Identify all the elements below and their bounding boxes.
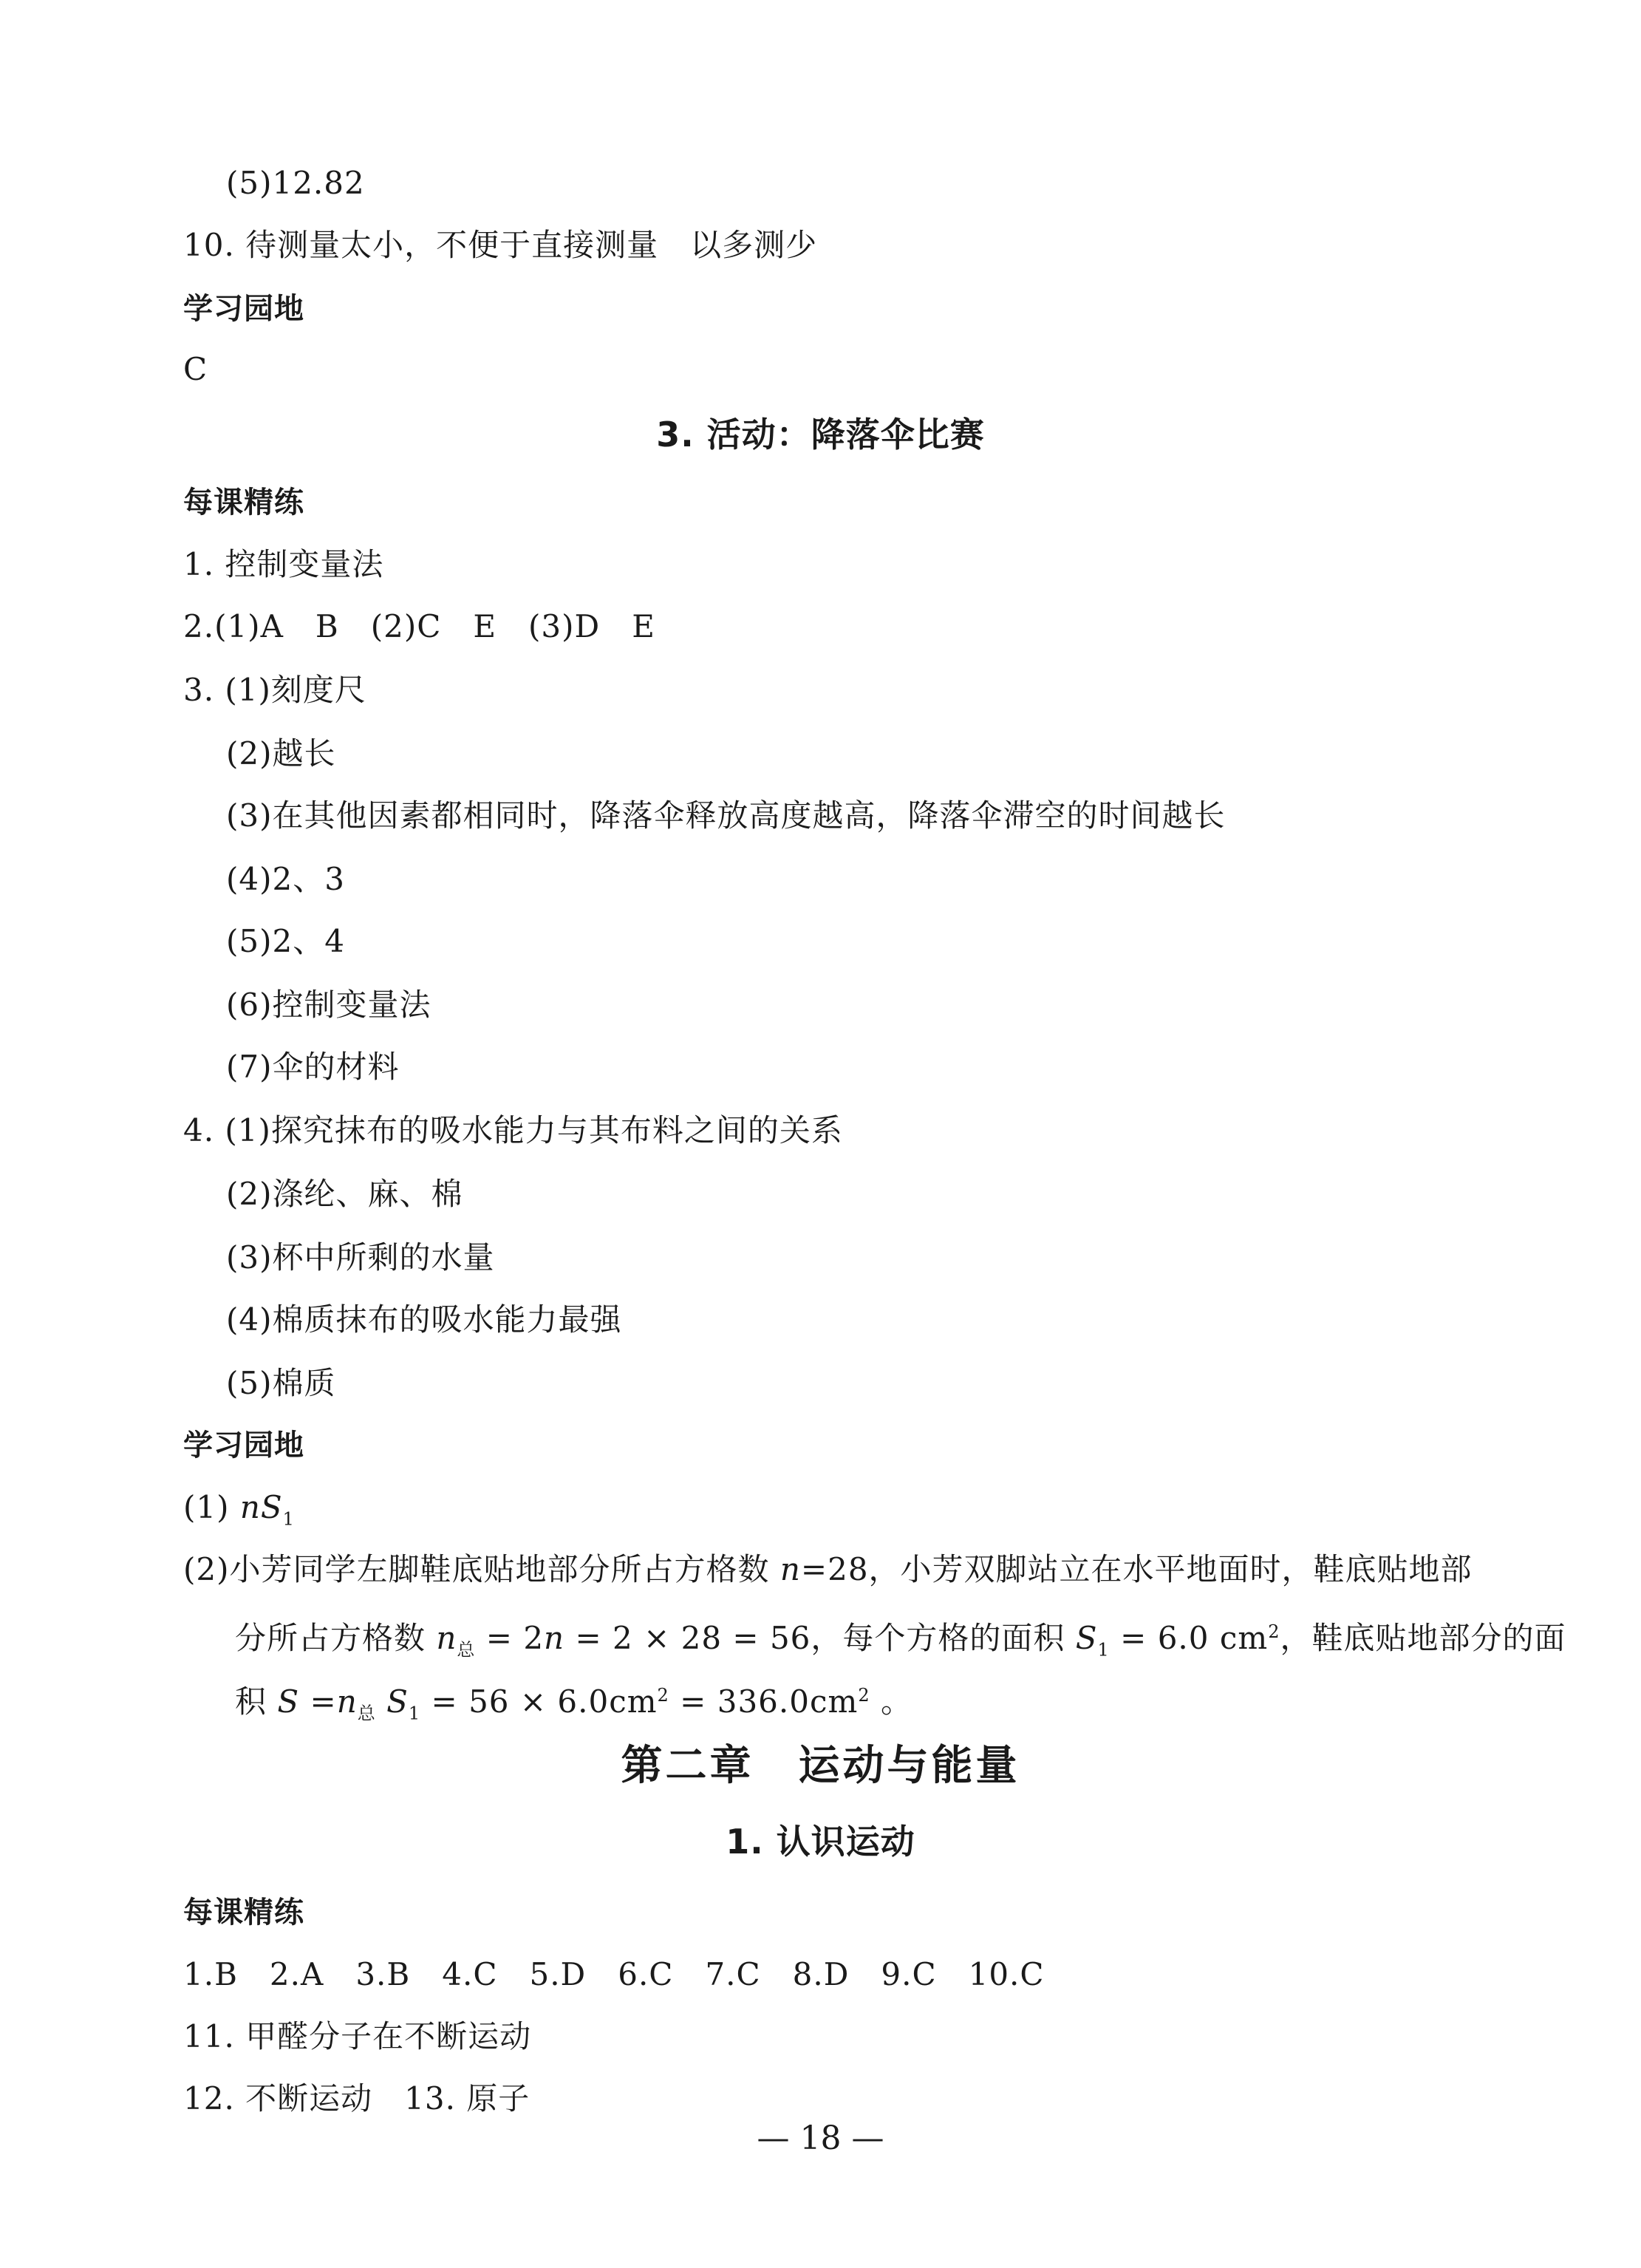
answer-line: 1. 控制变量法 — [183, 546, 384, 582]
section-heading: 每课精练 — [183, 1896, 304, 1930]
text-fragment: ，鞋底贴地部分的面 — [1280, 1620, 1566, 1656]
chapter-title: 第二章 运动与能量 — [621, 1742, 1020, 1790]
subscript: 1 — [408, 1703, 421, 1724]
math-variable: S — [386, 1683, 409, 1720]
subscript: 总 — [357, 1703, 376, 1724]
math-variable: S — [1075, 1620, 1098, 1656]
math-variable: n — [436, 1620, 457, 1656]
subscript: 总 — [457, 1639, 476, 1661]
text-fragment — [376, 1683, 386, 1720]
text-fragment: (1) — [183, 1489, 240, 1525]
answer-line: 2.(1)A B (2)C E (3)D E — [183, 608, 655, 644]
answer-line: (5)2、4 — [226, 923, 345, 959]
answer-line: (6)控制变量法 — [226, 987, 431, 1023]
text-fragment: 分所占方格数 — [235, 1620, 437, 1656]
answer-line: 3. (1)刻度尺 — [183, 672, 366, 708]
text-fragment: 积 — [235, 1683, 278, 1720]
math-variable: n — [336, 1683, 358, 1720]
answer-line: (5)棉质 — [226, 1365, 336, 1401]
text-fragment: = 336.0cm — [669, 1683, 859, 1720]
answer-line: (4)棉质抹布的吸水能力最强 — [226, 1301, 622, 1338]
lesson-title: 3. 活动：降落伞比赛 — [656, 415, 985, 454]
answer-line — [183, 1549, 1473, 1590]
text-fragment: = 2 × 28 = 56，每个方格的面积 — [564, 1620, 1076, 1656]
answer-line: (2)涤纶、麻、棉 — [226, 1176, 463, 1212]
answer-line: 12. 不断运动 13. 原子 — [183, 2080, 530, 2117]
answer-line: (2)越长 — [226, 735, 336, 772]
superscript: 2 — [858, 1685, 870, 1706]
text-fragment: = 2 — [475, 1620, 545, 1656]
page-number: — 18 — — [757, 2119, 884, 2157]
answer-line — [235, 1675, 912, 1734]
answer-line: 1.B 2.A 3.B 4.C 5.D 6.C 7.C 8.D 9.C 10.C — [183, 1956, 1045, 1992]
answer-line: 4. (1)探究抹布的吸水能力与其布料之间的关系 — [183, 1112, 843, 1148]
answer-line: (4)2、3 — [226, 861, 345, 897]
text-fragment: = 56 × 6.0cm — [420, 1683, 658, 1720]
text-fragment: (2)小芳同学左脚鞋底贴地部分所占方格数 — [183, 1551, 780, 1587]
math-variable: nS — [239, 1489, 283, 1525]
subscript: 1 — [1097, 1639, 1110, 1661]
answer-line: 10. 待测量太小，不便于直接测量 以多测少 — [183, 227, 818, 263]
math-variable: n — [779, 1551, 801, 1587]
answer-line: 11. 甲醛分子在不断运动 — [183, 2018, 532, 2054]
text-fragment: =28，小芳双脚站立在水平地面时，鞋底贴地部 — [800, 1551, 1473, 1587]
text-fragment: 。 — [870, 1683, 912, 1720]
lesson-title: 1. 认识运动 — [726, 1822, 915, 1862]
math-variable: S — [277, 1683, 300, 1720]
answer-line — [183, 1487, 295, 1539]
answer-line: (3)杯中所剩的水量 — [226, 1239, 495, 1276]
math-variable: n — [544, 1620, 565, 1656]
subscript: 1 — [282, 1508, 295, 1530]
answer-line: (3)在其他因素都相同时，降落伞释放高度越高，降落伞滞空的时间越长 — [226, 797, 1226, 834]
section-heading: 学习园地 — [183, 1428, 304, 1462]
superscript: 2 — [657, 1685, 669, 1706]
answer-line — [235, 1611, 1566, 1670]
answer-line: (5)12.82 — [226, 165, 365, 201]
text-fragment: = — [299, 1683, 337, 1720]
superscript: 2 — [1268, 1621, 1280, 1642]
section-heading: 每课精练 — [183, 486, 304, 520]
answer-line: C — [183, 351, 208, 387]
text-fragment: = 6.0 cm — [1109, 1620, 1269, 1656]
answer-line: (7)伞的材料 — [226, 1049, 400, 1085]
section-heading: 学习园地 — [183, 292, 304, 326]
